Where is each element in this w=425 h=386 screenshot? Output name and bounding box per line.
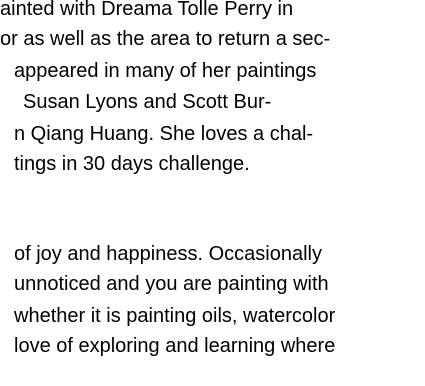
text-line: of joy and happiness. Occasionally <box>14 243 322 265</box>
text-line: n Qiang Huang. She loves a chal- <box>14 123 314 145</box>
text-line: love of exploring and learning where <box>14 335 336 357</box>
text-line: unnoticed and you are painting with <box>14 273 329 295</box>
text-line: tings in 30 days challenge. <box>14 153 250 175</box>
text-line: ainted with Dreama Tolle Perry in <box>0 0 294 20</box>
text-line: Susan Lyons and Scott Bur- <box>23 91 272 113</box>
text-line: whether it is painting oils, watercolor <box>14 305 336 327</box>
text-line: or as well as the area to return a sec- <box>0 28 331 50</box>
text-line: appeared in many of her paintings <box>14 60 317 82</box>
